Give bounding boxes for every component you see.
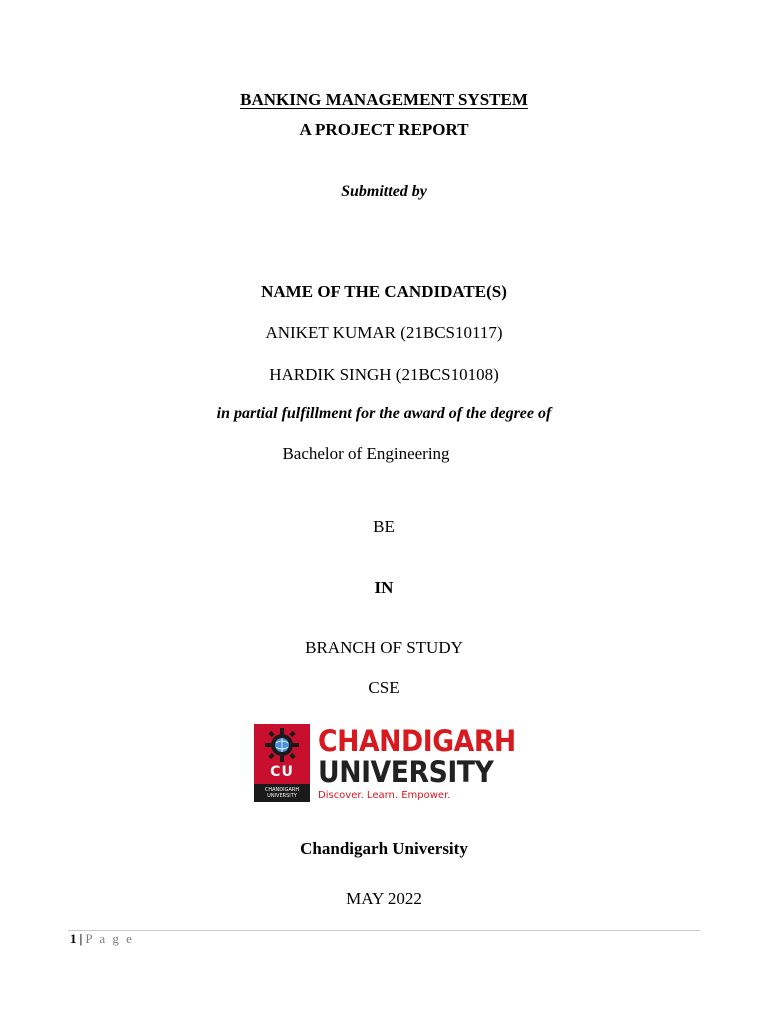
page-label: P a g e	[85, 931, 134, 946]
logo-emblem	[254, 724, 310, 802]
submitted-by-label: Submitted by	[341, 183, 427, 200]
logo-word-university: UNIVERSITY	[318, 755, 494, 789]
branch-value: CSE	[368, 678, 400, 697]
page-separator: |	[79, 931, 83, 946]
logo-emblem-subtext: CHANDIGARH UNIVERSITY	[254, 784, 310, 802]
university-logo	[254, 724, 516, 804]
logo-emblem-text: CU	[270, 764, 294, 780]
candidate-name: ANIKET KUMAR (21BCS10117)	[265, 323, 503, 342]
report-title: BANKING MANAGEMENT SYSTEM	[240, 90, 528, 109]
report-date: MAY 2022	[346, 889, 422, 908]
footer-divider	[68, 930, 700, 931]
logo-word-chandigarh: CHANDIGARH	[318, 724, 516, 758]
institution-name: Chandigarh University	[300, 839, 468, 858]
candidates-heading: NAME OF THE CANDIDATE(S)	[261, 282, 507, 301]
fulfillment-text: in partial fulfillment for the award of the degree of	[216, 405, 552, 422]
report-subtitle: A PROJECT REPORT	[299, 120, 469, 139]
branch-label: BRANCH OF STUDY	[305, 638, 463, 657]
page-number: 1	[70, 931, 77, 946]
degree-short: BE	[373, 517, 395, 536]
gear-globe-icon	[262, 726, 302, 764]
degree-name: Bachelor of Engineering	[282, 444, 450, 463]
in-label: IN	[374, 578, 394, 597]
logo-tagline: Discover. Learn. Empower.	[318, 790, 451, 801]
candidate-name: HARDIK SINGH (21BCS10108)	[269, 365, 499, 384]
page-footer	[70, 930, 134, 948]
